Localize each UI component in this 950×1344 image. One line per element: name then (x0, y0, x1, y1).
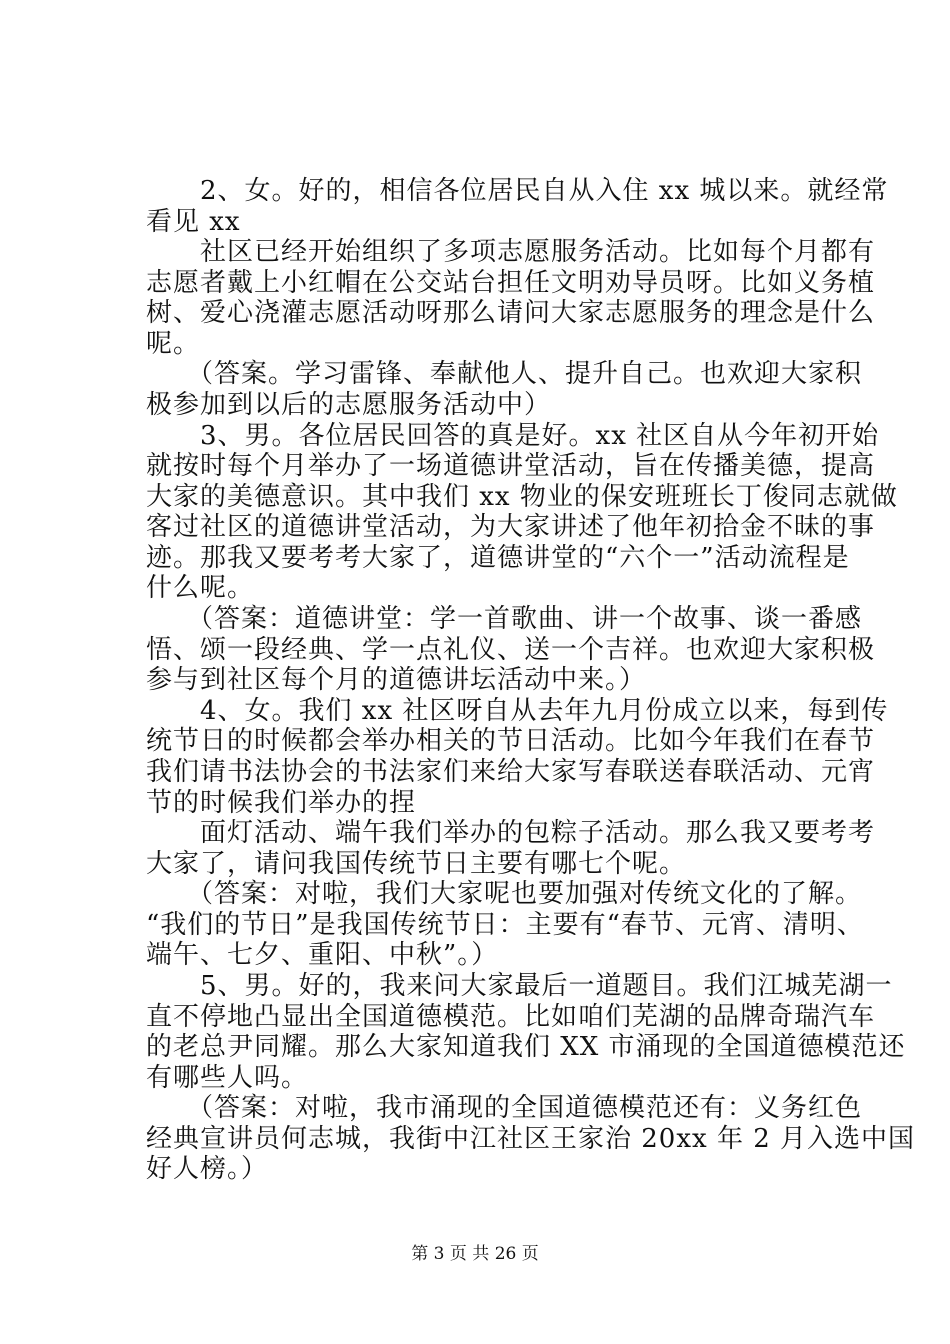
text-line: 端午、七夕、重阳、中秋”。） (146, 940, 499, 971)
text-line: 大家了，请问我国传统节日主要有哪七个呢。 (146, 848, 687, 879)
text-line: 节的时候我们举办的捏 (146, 787, 417, 818)
text-line: 统节日的时候都会举办相关的节日活动。比如今年我们在春节 (146, 726, 876, 757)
text-line: 什么呢。 (146, 573, 255, 604)
text-line: 好人榜。） (146, 1154, 269, 1185)
text-line: 迹。那我又要考考大家了，道德讲堂的“六个一”活动流程是 (146, 542, 850, 573)
text-line: 大家的美德意识。其中我们 xx 物业的保安班班长丁俊同志就做 (146, 481, 898, 512)
text-line: “我们的节日”是我国传统节日：主要有“春节、元宵、清明、 (146, 909, 864, 940)
text-line: （答案：道德讲堂：学一首歌曲、讲一个故事、谈一番感 (146, 604, 863, 635)
text-line: （答案。学习雷锋、奉献他人、提升自己。也欢迎大家积 (146, 359, 863, 390)
text-line: 社区已经开始组织了多项志愿服务活动。比如每个月都有 (146, 237, 876, 268)
text-line: 呢。 (146, 328, 201, 359)
text-line: 树、爱心浇灌志愿活动呀那么请问大家志愿服务的理念是什么 (146, 298, 876, 329)
text-line: 2、女。好的，相信各位居民自从入住 xx 城以来。就经常 (146, 176, 889, 206)
text-line: 有哪些人吗。 (146, 1062, 309, 1093)
text-line: 5、男。好的，我来问大家最后一道题目。我们江城芜湖一 (146, 970, 893, 1001)
text-line: 悟、颂一段经典、学一点礼仪、送一个吉祥。也欢迎大家积极 (146, 634, 876, 665)
text-line: 参与到社区每个月的道德讲坛活动中来。） (146, 665, 647, 696)
text-line: 直不停地凸显出全国道德模范。比如咱们芜湖的品牌奇瑞汽车 (146, 1001, 876, 1032)
text-line: 客过社区的道德讲堂活动，为大家讲述了他年初拾金不昧的事 (146, 512, 876, 543)
text-line: 我们请书法协会的书法家们来给大家写春联送春联活动、元宵 (146, 756, 876, 787)
text-line: 志愿者戴上小红帽在公交站台担任文明劝导员呀。比如义务植 (146, 267, 876, 298)
text-line: 的老总尹同耀。那么大家知道我们 XX 市涌现的全国道德模范还 (146, 1032, 906, 1063)
text-line: 4、女。我们 xx 社区呀自从去年九月份成立以来，每到传 (146, 695, 889, 726)
text-line: （答案：对啦，我们大家呢也要加强对传统文化的了解。 (146, 879, 863, 910)
page-footer: 第 3 页 共 26 页 (411, 1244, 539, 1264)
text-line: 就按时每个月举办了一场道德讲堂活动，旨在传播美德，提高 (146, 451, 876, 482)
text-line: 面灯活动、端午我们举办的包粽子活动。那么我又要考考 (146, 818, 876, 849)
text-line: 极参加到以后的志愿服务活动中） (146, 390, 552, 421)
text-line: 看见 xx (146, 206, 241, 237)
text-line: 经典宣讲员何志城，我街中江社区王家治 20xx 年 2 月入选中国 (146, 1123, 916, 1154)
text-line: （答案：对啦，我市涌现的全国道德模范还有：义务红色 (146, 1093, 863, 1124)
text-line: 3、男。各位居民回答的真是好。xx 社区自从今年初开始 (146, 420, 880, 451)
